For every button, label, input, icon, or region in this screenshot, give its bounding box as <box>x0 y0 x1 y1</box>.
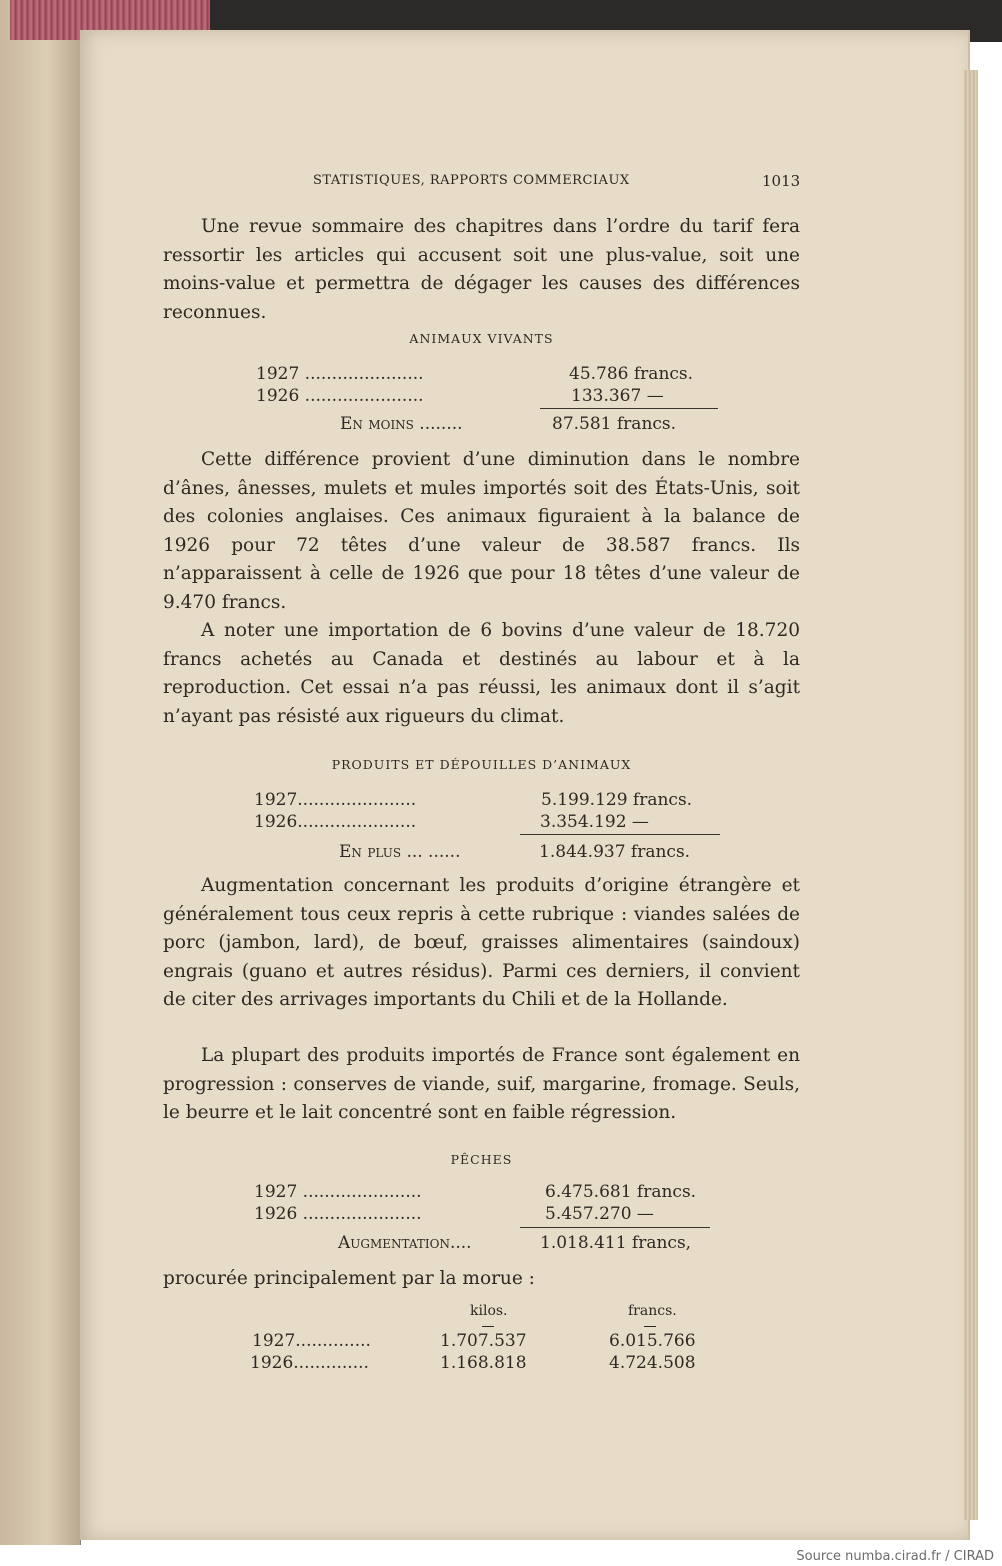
row-label: 1926 ...................... <box>254 1204 422 1224</box>
column-dash <box>482 1326 494 1327</box>
total-label: Augmentation.... <box>338 1233 472 1253</box>
sum-rule <box>540 408 718 409</box>
row-label: 1926 ...................... <box>256 386 424 406</box>
total-row <box>0 1233 1002 1257</box>
total-row <box>0 842 1002 866</box>
cod-year: 1926.............. <box>250 1353 369 1373</box>
table-row <box>0 790 1002 814</box>
cod-francs: 4.724.508 <box>609 1353 696 1373</box>
row-label: 1927 ...................... <box>254 1182 422 1202</box>
intro-paragraph: Une revue sommaire des chapitres dans l’ordre du tarif fera ressortir les articles qui accusent soit une plus-value, soit une moins-value et permettra de dégager les causes des différences reconnues. <box>163 216 800 323</box>
paragraph: procurée principalement par la morue : <box>163 1268 535 1289</box>
table-row <box>0 812 1002 836</box>
cod-francs: 6.015.766 <box>609 1331 696 1351</box>
row-value: 5.199.129 francs. <box>541 790 693 810</box>
column-header-kilos: kilos. <box>470 1303 508 1319</box>
running-head-title: STATISTIQUES, RAPPORTS COMMERCIAUX <box>313 173 630 188</box>
cod-kilos: 1.168.818 <box>440 1353 527 1373</box>
paragraph: La plupart des produits importés de France sont également en progression : conserves de viande, suif, margarine, fromage. Seuls, le beurre et le lait concentré sont en faible régression. <box>163 1045 800 1124</box>
row-value: 3.354.192 — <box>540 812 649 832</box>
total-row <box>0 414 1002 438</box>
row-label: 1927...................... <box>254 790 417 810</box>
row-label: 1926...................... <box>254 812 417 832</box>
section-heading-produits: PRODUITS ET DÉPOUILLES D’ANIMAUX <box>331 757 632 772</box>
column-dash <box>644 1326 656 1327</box>
section-heading-animaux-vivants: ANIMAUX VIVANTS <box>409 331 554 346</box>
row-value: 133.367 — <box>571 386 664 406</box>
row-value: 6.475.681 francs. <box>545 1182 697 1202</box>
row-label: 1927 ...................... <box>256 364 424 384</box>
paragraph: Cette différence provient d’une diminution dans le nombre d’ânes, ânesses, mulets et mules importés soit des États-Unis, soit des colonies anglaises. Ces animaux figuraient à la balance de 1926 pour 72 têtes d’une valeur de 38.587 francs. Ils n’apparaissent à celle de 1926 que pour 18 têtes d’une valeur de 9.470 francs. <box>163 449 800 613</box>
facing-page-edge <box>0 0 81 1545</box>
table-row <box>0 1353 1002 1377</box>
cod-kilos: 1.707.537 <box>440 1331 527 1351</box>
table-row <box>0 1331 1002 1355</box>
total-label: En plus ... ...... <box>339 842 461 862</box>
column-header-francs: francs. <box>628 1303 677 1319</box>
page-number: 1013 <box>762 172 801 190</box>
paragraph: A noter une importation de 6 bovins d’une valeur de 18.720 francs achetés au Canada et destinés au labour et à la reproduction. Cet essai n’a pas réussi, les animaux dont il s’agit n’ayant pas résisté aux rigueurs du climat. <box>163 620 800 727</box>
running-head <box>0 173 1002 193</box>
table-row <box>0 386 1002 410</box>
total-value: 1.844.937 francs. <box>539 842 691 862</box>
total-value: 1.018.411 francs, <box>540 1233 692 1253</box>
total-label: En moins ........ <box>340 414 463 434</box>
sum-rule <box>520 1227 710 1228</box>
total-value: 87.581 francs. <box>552 414 677 434</box>
sum-rule <box>520 834 720 835</box>
table-row <box>0 1204 1002 1228</box>
table-row <box>0 1182 1002 1206</box>
row-value: 5.457.270 — <box>545 1204 654 1224</box>
row-value: 45.786 francs. <box>569 364 694 384</box>
table-row <box>0 364 1002 388</box>
cod-year: 1927.............. <box>252 1331 371 1351</box>
source-credit: Source numba.cirad.fr / CIRAD <box>796 1549 994 1564</box>
paragraph: Augmentation concernant les produits d’origine étrangère et généralement tous ceux repris à cette rubrique : viandes salées de porc (jambon, lard), de bœuf, graisses alimentaires (saindoux) engrais (guano et autres résidus). Parmi ces derniers, il convient de citer des arrivages importants du Chili et de la Hollande. <box>163 875 800 1011</box>
section-heading-peches: PÊCHES <box>450 1152 513 1167</box>
